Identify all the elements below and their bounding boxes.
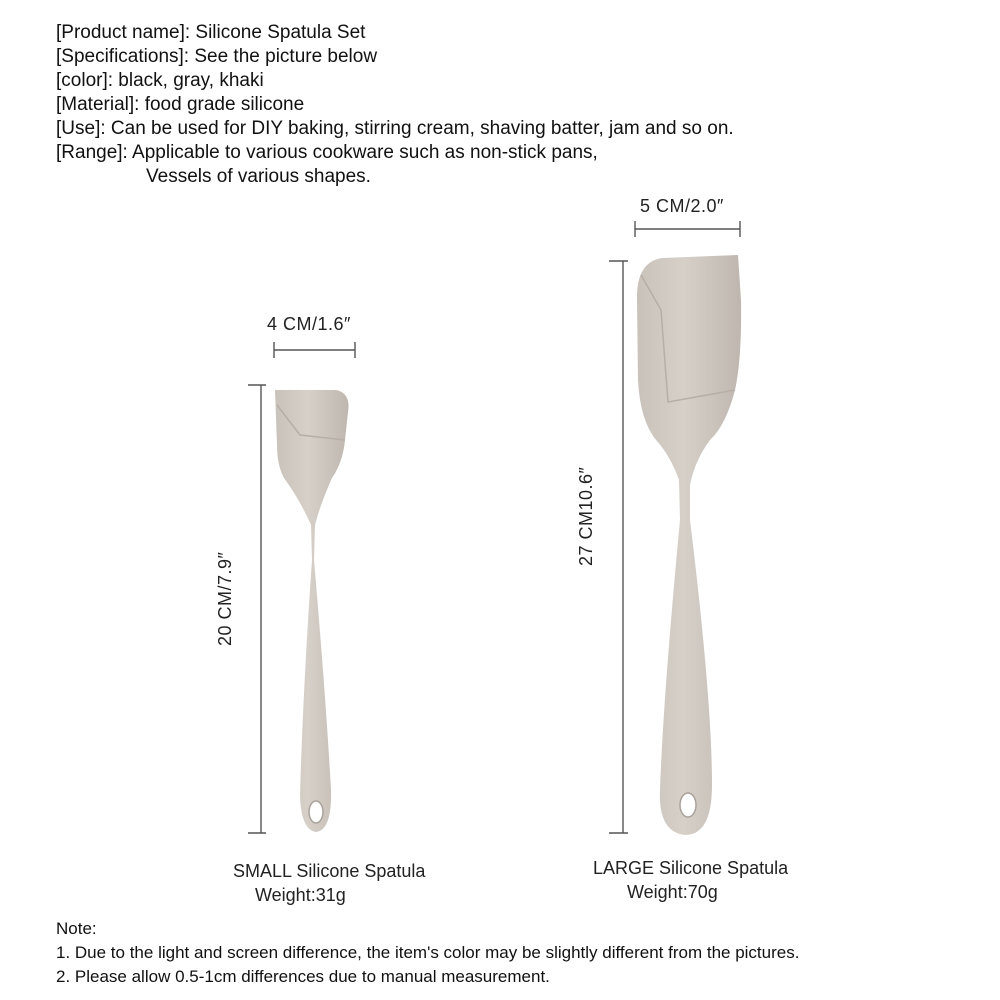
large-length-dimension-line: [609, 261, 628, 833]
notes: [56, 917, 976, 989]
small-hang-hole: [309, 801, 323, 823]
note-item-2: 2. Please allow 0.5-1cm differences due to manual measurement.: [56, 967, 550, 986]
spec-product-name: [Product name]: Silicone Spatula Set: [56, 22, 366, 43]
large-spatula-body: [637, 255, 741, 835]
small-caption: [233, 859, 425, 907]
large-width-dimension-line: [635, 221, 740, 237]
small-spatula-body: [275, 390, 349, 832]
notes-heading: Note:: [56, 919, 97, 938]
small-width-label: 4 CM/1.6″: [267, 314, 351, 334]
small-name: SMALL Silicone Spatula: [233, 861, 426, 881]
spec-range-continued: Vessels of various shapes.: [146, 166, 371, 187]
large-hang-hole: [680, 793, 696, 817]
small-length-label: 20 CM/7.9″: [215, 551, 235, 646]
small-spatula: [275, 390, 349, 832]
small-weight: Weight:31g: [255, 885, 346, 905]
large-name: LARGE Silicone Spatula: [593, 858, 789, 878]
small-width-dimension-line: [274, 342, 355, 358]
spec-specifications: [Specifications]: See the picture below: [56, 46, 378, 67]
note-item-1: 1. Due to the light and screen difference, the item's color may be slightly different from the pictures.: [56, 943, 800, 962]
spec-color: [color]: black, gray, khaki: [56, 70, 264, 91]
spec-range: [Range]: Applicable to various cookware such as non-stick pans,: [56, 142, 598, 163]
small-length-dimension-line: [248, 385, 266, 833]
large-spatula: [637, 255, 741, 835]
spec-use: [Use]: Can be used for DIY baking, stirring cream, shaving batter, jam and so on.: [56, 118, 734, 139]
spec-material: [Material]: food grade silicone: [56, 94, 305, 115]
large-weight: Weight:70g: [627, 882, 718, 902]
large-caption: [593, 856, 788, 904]
large-length-label: 27 CM10.6″: [576, 466, 596, 566]
large-width-label: 5 CM/2.0″: [640, 196, 724, 216]
